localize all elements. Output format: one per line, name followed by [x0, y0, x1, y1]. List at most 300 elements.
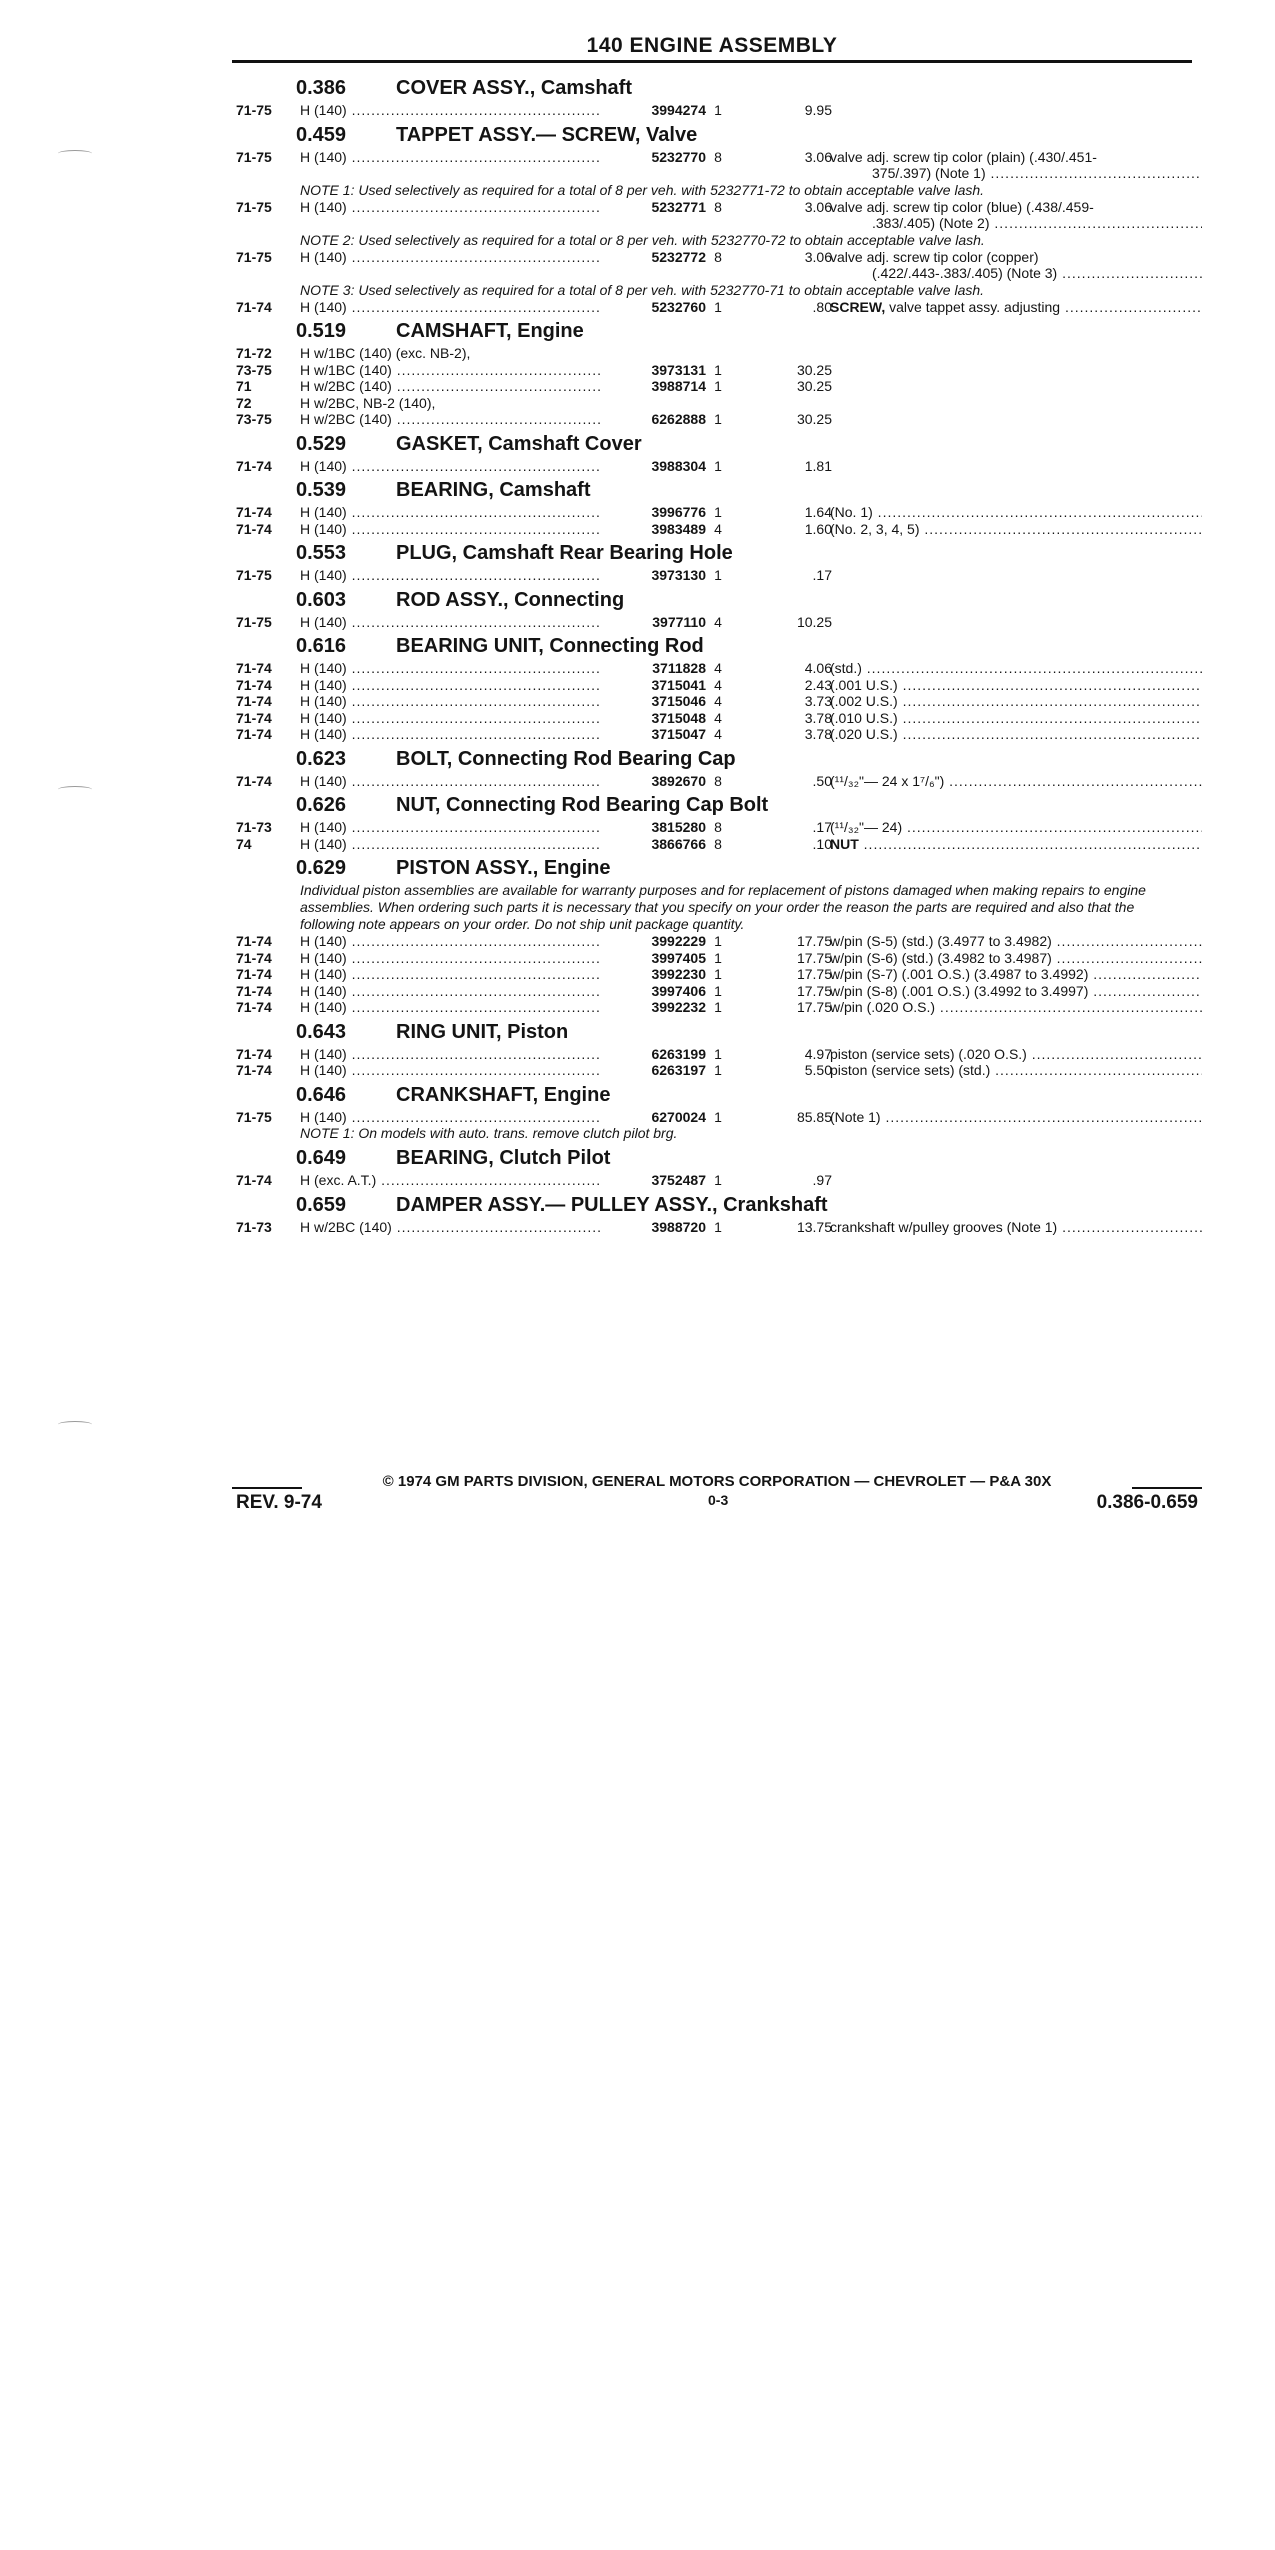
model-description: H (140)	[300, 676, 347, 693]
model-years: 74	[236, 835, 252, 852]
usage-cell	[830, 299, 1202, 316]
usage-description-continued: 375/.397) (Note 1)	[872, 165, 986, 181]
model-cell	[300, 149, 600, 166]
section-number: 0.539	[296, 479, 347, 501]
model-cell	[300, 395, 600, 412]
usage-cell	[872, 215, 1202, 232]
revision-label: REV. 9-74	[236, 1492, 322, 1513]
part-row	[232, 395, 1202, 412]
part-number: 3715048	[651, 709, 706, 726]
usage-description: (std.)	[830, 660, 862, 676]
model-cell	[300, 199, 600, 216]
page-footer	[232, 1492, 1202, 1514]
section-number: 0.529	[296, 432, 347, 455]
model-description: H (140)	[300, 1062, 347, 1078]
section-title: BEARING, Clutch Pilot	[396, 1147, 611, 1169]
model-description: H (140)	[300, 933, 347, 949]
section-title: CRANKSHAFT, Engine	[396, 1083, 611, 1106]
usage-cell	[830, 983, 1202, 1000]
usage-description: w/pin (S-5) (std.) (3.4977 to 3.4982)	[830, 933, 1052, 949]
section-title: PLUG, Camshaft Rear Bearing Hole	[396, 542, 733, 564]
section-title: PISTON ASSY., Engine	[396, 857, 611, 879]
model-years: 72	[236, 394, 252, 411]
price: 3.78	[804, 709, 832, 726]
model-years: 71	[236, 378, 252, 394]
part-row	[232, 299, 1202, 316]
part-row	[232, 677, 1202, 694]
model-cell	[300, 677, 600, 694]
usage-cell	[830, 249, 1202, 266]
quantity: 1	[714, 1045, 722, 1062]
model-cell	[300, 458, 600, 475]
model-years: 73-75	[236, 361, 272, 378]
part-number: 6262888	[651, 411, 706, 427]
section-heading	[232, 119, 1202, 149]
model-cell	[300, 1046, 600, 1063]
part-row	[232, 836, 1202, 853]
usage-cell	[830, 1046, 1202, 1063]
model-description: H (140)	[300, 298, 347, 315]
part-row	[232, 411, 1202, 428]
usage-description: w/pin (S-8) (.001 O.S.) (3.4992 to 3.4997)	[830, 982, 1089, 999]
part-row	[232, 950, 1202, 967]
quantity: 8	[714, 248, 722, 265]
model-description: H (140)	[300, 772, 347, 789]
model-cell	[300, 999, 600, 1016]
section-heading	[232, 852, 1202, 882]
part-number: 5232771	[651, 198, 706, 215]
model-cell	[300, 1172, 600, 1189]
usage-cell	[872, 265, 1202, 282]
part-row	[232, 102, 1202, 119]
part-number: 3715041	[651, 676, 706, 693]
quantity: 1	[714, 298, 722, 315]
part-row	[232, 521, 1202, 538]
usage-cell	[830, 773, 1202, 790]
model-years: 71-74	[236, 504, 272, 520]
model-description: H w/2BC (140)	[300, 378, 392, 394]
model-description: H (140)	[300, 982, 347, 999]
quantity: 1	[714, 949, 722, 966]
model-cell	[300, 362, 600, 379]
model-cell	[300, 983, 600, 1000]
model-years: 71-74	[236, 949, 272, 966]
usage-cell	[830, 677, 1202, 694]
usage-description: valve adj. screw tip color (copper)	[830, 248, 1039, 265]
model-years: 71-74	[236, 966, 272, 982]
model-cell	[300, 819, 600, 836]
price: 30.25	[796, 378, 832, 394]
model-cell	[300, 1219, 600, 1236]
model-description: H (140)	[300, 726, 347, 742]
part-row	[232, 1062, 1202, 1079]
part-number: 5232770	[651, 148, 706, 165]
usage-description: (No. 1)	[830, 504, 873, 520]
price: 30.25	[796, 361, 832, 378]
model-description: H (140)	[300, 148, 347, 165]
model-description: H w/2BC (140)	[300, 411, 392, 427]
model-description: H (140)	[300, 819, 347, 835]
usage-description: valve adj. screw tip color (blue) (.438/.459-	[830, 198, 1094, 215]
model-years: 71-75	[236, 1108, 272, 1125]
note-text: NOTE 1: On models with auto. trans. remove clutch pilot brg.	[300, 1125, 678, 1141]
price: 17.75	[796, 982, 832, 999]
quantity: 1	[714, 1172, 722, 1188]
model-description: H (140)	[300, 660, 347, 676]
model-years: 71-74	[236, 709, 272, 726]
section-number: 0.386	[296, 77, 347, 99]
part-row	[232, 819, 1202, 836]
parts-listing	[232, 72, 1202, 1235]
model-description: H (140)	[300, 613, 347, 630]
model-description: H (140)	[300, 248, 347, 265]
margin-mark	[58, 786, 92, 793]
usage-cell	[830, 504, 1202, 521]
model-description: H (140)	[300, 835, 347, 852]
price: 3.06	[804, 198, 832, 215]
price: 3.06	[804, 148, 832, 165]
section-number: 0.643	[296, 1020, 347, 1043]
note-text: NOTE 1: Used selectively as required for a total of 8 per veh. with 5232771-72 to obtain acceptable valve lash.	[300, 181, 985, 198]
footer-copyright: © 1974 GM PARTS DIVISION, GENERAL MOTORS CORPORATION — CHEVROLET — P&A 30X	[232, 1473, 1202, 1493]
usage-description: (.020 U.S.)	[830, 726, 898, 742]
part-row	[232, 199, 1202, 216]
section-number: 0.553	[296, 542, 347, 564]
part-row	[232, 983, 1202, 1000]
part-number: 3994274	[651, 102, 706, 118]
part-number: 3711828	[652, 660, 706, 676]
model-years: 71-74	[236, 982, 272, 999]
model-years: 73-75	[236, 411, 272, 427]
part-row	[232, 249, 1202, 266]
quantity: 4	[714, 693, 722, 709]
part-row	[232, 660, 1202, 677]
section-heading	[232, 537, 1202, 567]
part-row	[232, 567, 1202, 584]
part-row	[232, 773, 1202, 790]
section-title: BEARING UNIT, Connecting Rod	[396, 635, 704, 657]
model-years: 71-74	[236, 1045, 272, 1062]
model-years: 71-74	[236, 726, 272, 742]
model-description: H (140)	[300, 966, 347, 982]
section-title: DAMPER ASSY.— PULLEY ASSY., Crankshaft	[396, 1193, 828, 1216]
usage-cell	[830, 1109, 1202, 1126]
price: 17.75	[796, 949, 832, 966]
usage-description: SCREW, valve tappet assy. adjusting	[830, 298, 1061, 315]
section-heading	[232, 584, 1202, 614]
model-description: H (140)	[300, 1045, 347, 1062]
usage-cell	[830, 660, 1202, 677]
quantity: 8	[714, 772, 722, 789]
quantity: 4	[714, 709, 722, 726]
model-description: H (140)	[300, 1108, 347, 1125]
model-cell	[300, 411, 600, 428]
model-years: 71-75	[236, 148, 272, 165]
part-row	[232, 1046, 1202, 1063]
model-description: H (140)	[300, 693, 347, 709]
usage-cell	[830, 819, 1202, 836]
part-number: 3992229	[651, 933, 706, 949]
model-cell	[300, 567, 600, 584]
usage-description-continued: (.422/.443-.383/.405) (Note 3)	[872, 265, 1058, 281]
model-years: 71-74	[236, 676, 272, 693]
model-years: 71-74	[236, 1172, 272, 1188]
quantity: 1	[714, 102, 722, 118]
model-description: H w/1BC (140)	[300, 361, 392, 378]
part-row	[232, 614, 1202, 631]
section-title: RING UNIT, Piston	[396, 1020, 569, 1043]
model-cell	[300, 933, 600, 950]
section-title: NUT, Connecting Rod Bearing Cap Bolt	[396, 794, 769, 816]
price: .50	[812, 772, 832, 789]
margin-mark	[58, 1421, 92, 1428]
model-description: H (140)	[300, 520, 347, 537]
quantity: 1	[714, 567, 722, 583]
price: 30.25	[796, 411, 832, 427]
section-heading	[232, 428, 1202, 458]
price: 4.06	[804, 660, 832, 676]
section-heading	[232, 630, 1202, 660]
part-number: 3997405	[651, 949, 706, 966]
part-number: 3977110	[652, 613, 706, 630]
part-row	[232, 966, 1202, 983]
usage-cell	[830, 710, 1202, 727]
model-description: H (140)	[300, 567, 347, 583]
price: 17.75	[796, 999, 832, 1015]
section-heading	[232, 1142, 1202, 1172]
quantity: 1	[714, 1108, 722, 1125]
quantity: 8	[714, 819, 722, 835]
model-description: H (140)	[300, 999, 347, 1015]
part-row	[232, 999, 1202, 1016]
section-title: COVER ASSY., Camshaft	[396, 77, 632, 99]
section-number: 0.616	[296, 635, 347, 657]
part-row	[232, 1172, 1202, 1189]
quantity: 1	[714, 1062, 722, 1078]
part-number: 3815280	[651, 819, 706, 835]
usage-description: (No. 2, 3, 4, 5)	[830, 520, 920, 537]
part-row	[232, 726, 1202, 743]
price: .97	[812, 1172, 832, 1188]
model-years: 71-75	[236, 248, 272, 265]
part-row	[232, 345, 1202, 362]
model-description: H (140)	[300, 504, 347, 520]
usage-cell	[830, 933, 1202, 950]
usage-description-continued: .383/.405) (Note 2)	[872, 215, 990, 231]
model-cell	[300, 950, 600, 967]
price: .10	[812, 835, 832, 852]
part-row	[232, 1109, 1202, 1126]
part-number: 3992230	[651, 966, 706, 982]
page-number: 0-3	[708, 1492, 729, 1508]
part-number: 3996776	[651, 504, 706, 520]
quantity: 8	[714, 835, 722, 852]
section-number: 0.629	[296, 857, 347, 879]
model-years: 71-74	[236, 1062, 272, 1078]
model-description: H w/2BC, NB-2 (140),	[300, 394, 436, 411]
usage-description: (¹¹/₃₂"— 24)	[830, 819, 903, 835]
part-row	[232, 149, 1202, 166]
margin-mark	[58, 150, 92, 157]
usage-cell	[830, 521, 1202, 538]
quantity: 4	[714, 520, 722, 537]
usage-description: (.002 U.S.)	[830, 693, 898, 709]
quantity: 4	[714, 660, 722, 676]
part-row	[232, 362, 1202, 379]
section-heading	[232, 315, 1202, 345]
usage-cell	[830, 693, 1202, 710]
quantity: 8	[714, 148, 722, 165]
model-description: H (140)	[300, 198, 347, 215]
part-row	[232, 504, 1202, 521]
note-text: Individual piston assemblies are available for warranty purposes and for replacement of pistons damaged when making repairs to engine assemblies. When ordering such parts it is necessary that you specify on your order the reason the parts are required and also that the following note appears on your order. Do not ship unit package quantity.	[300, 882, 1146, 932]
price: 17.75	[796, 966, 832, 982]
section-heading	[232, 1079, 1202, 1109]
part-number: 3983489	[651, 520, 706, 537]
part-row-continued	[232, 265, 1202, 282]
price: 9.95	[804, 102, 832, 118]
part-row	[232, 458, 1202, 475]
price: 1.81	[804, 457, 832, 474]
price: 3.73	[804, 693, 832, 709]
model-description: H (140)	[300, 102, 347, 118]
price: .17	[812, 819, 832, 835]
model-description: H w/2BC (140)	[300, 1218, 392, 1235]
part-row	[232, 710, 1202, 727]
part-row	[232, 1219, 1202, 1236]
quantity: 1	[714, 411, 722, 427]
model-years: 71-74	[236, 693, 272, 709]
model-cell	[300, 102, 600, 119]
price: 10.25	[796, 613, 832, 630]
usage-description: w/pin (S-6) (std.) (3.4982 to 3.4987)	[830, 949, 1052, 966]
section-range: 0.386-0.659	[1096, 1492, 1198, 1513]
part-row	[232, 693, 1202, 710]
part-number: 3866766	[651, 835, 706, 852]
part-row-continued	[232, 215, 1202, 232]
quantity: 4	[714, 726, 722, 742]
price: 1.60	[804, 520, 832, 537]
model-years: 71-75	[236, 198, 272, 215]
part-number: 3715047	[651, 726, 706, 742]
model-description: H w/1BC (140) (exc. NB-2),	[300, 345, 471, 361]
model-years: 71-74	[236, 933, 272, 949]
model-years: 71-74	[236, 457, 272, 474]
model-years: 71-73	[236, 1218, 272, 1235]
part-number: 6263197	[651, 1062, 706, 1078]
part-number: 3997406	[651, 982, 706, 999]
section-title: BEARING, Camshaft	[396, 479, 591, 501]
model-years: 71-74	[236, 298, 272, 315]
model-years: 71-74	[236, 660, 272, 676]
usage-cell	[830, 199, 1202, 216]
usage-description: crankshaft w/pulley grooves (Note 1)	[830, 1218, 1058, 1235]
part-number: 6263199	[651, 1045, 706, 1062]
usage-description: (Note 1)	[830, 1108, 881, 1125]
usage-cell	[830, 950, 1202, 967]
part-number: 3988304	[651, 457, 706, 474]
part-number: 3988720	[651, 1218, 706, 1235]
quantity: 1	[714, 982, 722, 999]
part-number: 3715046	[651, 693, 706, 709]
model-cell	[300, 504, 600, 521]
usage-cell	[830, 999, 1202, 1016]
model-years: 71-74	[236, 772, 272, 789]
quantity: 8	[714, 198, 722, 215]
page-header	[232, 34, 1192, 63]
usage-description: NUT	[830, 835, 859, 852]
model-years: 71-74	[236, 999, 272, 1015]
part-number: 3992232	[651, 999, 706, 1015]
part-number: 3752487	[651, 1172, 706, 1188]
part-number: 5232772	[651, 248, 706, 265]
quantity: 1	[714, 361, 722, 378]
price: 17.75	[796, 933, 832, 949]
model-cell	[300, 345, 600, 362]
section-heading	[232, 1189, 1202, 1219]
model-description: H (exc. A.T.)	[300, 1172, 377, 1188]
note-text: NOTE 3: Used selectively as required for a total of 8 per veh. with 5232770-71 to obtain acceptable valve lash.	[300, 281, 985, 298]
model-years: 71-75	[236, 102, 272, 118]
section-number: 0.623	[296, 747, 347, 770]
section-heading	[232, 474, 1202, 504]
price: .17	[812, 567, 832, 583]
model-years: 71-75	[236, 613, 272, 630]
quantity: 1	[714, 504, 722, 520]
note-text: NOTE 2: Used selectively as required for a total or 8 per veh. with 5232770-72 to obtain acceptable valve lash.	[300, 231, 985, 248]
quantity: 4	[714, 676, 722, 693]
section-title: BOLT, Connecting Rod Bearing Cap	[396, 747, 736, 770]
section-number: 0.519	[296, 320, 347, 342]
model-description: H (140)	[300, 949, 347, 966]
model-cell	[300, 726, 600, 743]
price: 4.97	[804, 1045, 832, 1062]
model-cell	[300, 1109, 600, 1126]
price: 5.50	[804, 1062, 832, 1078]
section-heading	[232, 743, 1202, 773]
section-heading	[232, 789, 1202, 819]
part-number: 3973130	[651, 567, 706, 583]
usage-description: w/pin (S-7) (.001 O.S.) (3.4987 to 3.4992)	[830, 966, 1089, 982]
part-number: 5232760	[651, 298, 706, 315]
price: 1.64	[804, 504, 832, 520]
usage-cell	[830, 966, 1202, 983]
model-cell	[300, 693, 600, 710]
usage-cell	[872, 165, 1202, 182]
quantity: 1	[714, 378, 722, 394]
price: 2.43	[804, 676, 832, 693]
model-description: H (140)	[300, 457, 347, 474]
model-years: 71-72	[236, 345, 272, 361]
model-description: H (140)	[300, 709, 347, 726]
model-cell	[300, 249, 600, 266]
part-row-continued	[232, 165, 1202, 182]
section-number: 0.646	[296, 1083, 347, 1106]
section-title: ROD ASSY., Connecting	[396, 588, 625, 611]
part-row	[232, 378, 1202, 395]
part-number: 3988714	[651, 378, 706, 394]
section-number: 0.626	[296, 794, 347, 816]
section-title: CAMSHAFT, Engine	[396, 320, 584, 342]
section-heading	[232, 1016, 1202, 1046]
quantity: 1	[714, 457, 722, 474]
page-title: 140 ENGINE ASSEMBLY	[586, 34, 838, 57]
part-row	[232, 933, 1202, 950]
price: .80	[812, 298, 832, 315]
usage-description: piston (service sets) (std.)	[830, 1062, 991, 1078]
model-cell	[300, 836, 600, 853]
model-cell	[300, 660, 600, 677]
